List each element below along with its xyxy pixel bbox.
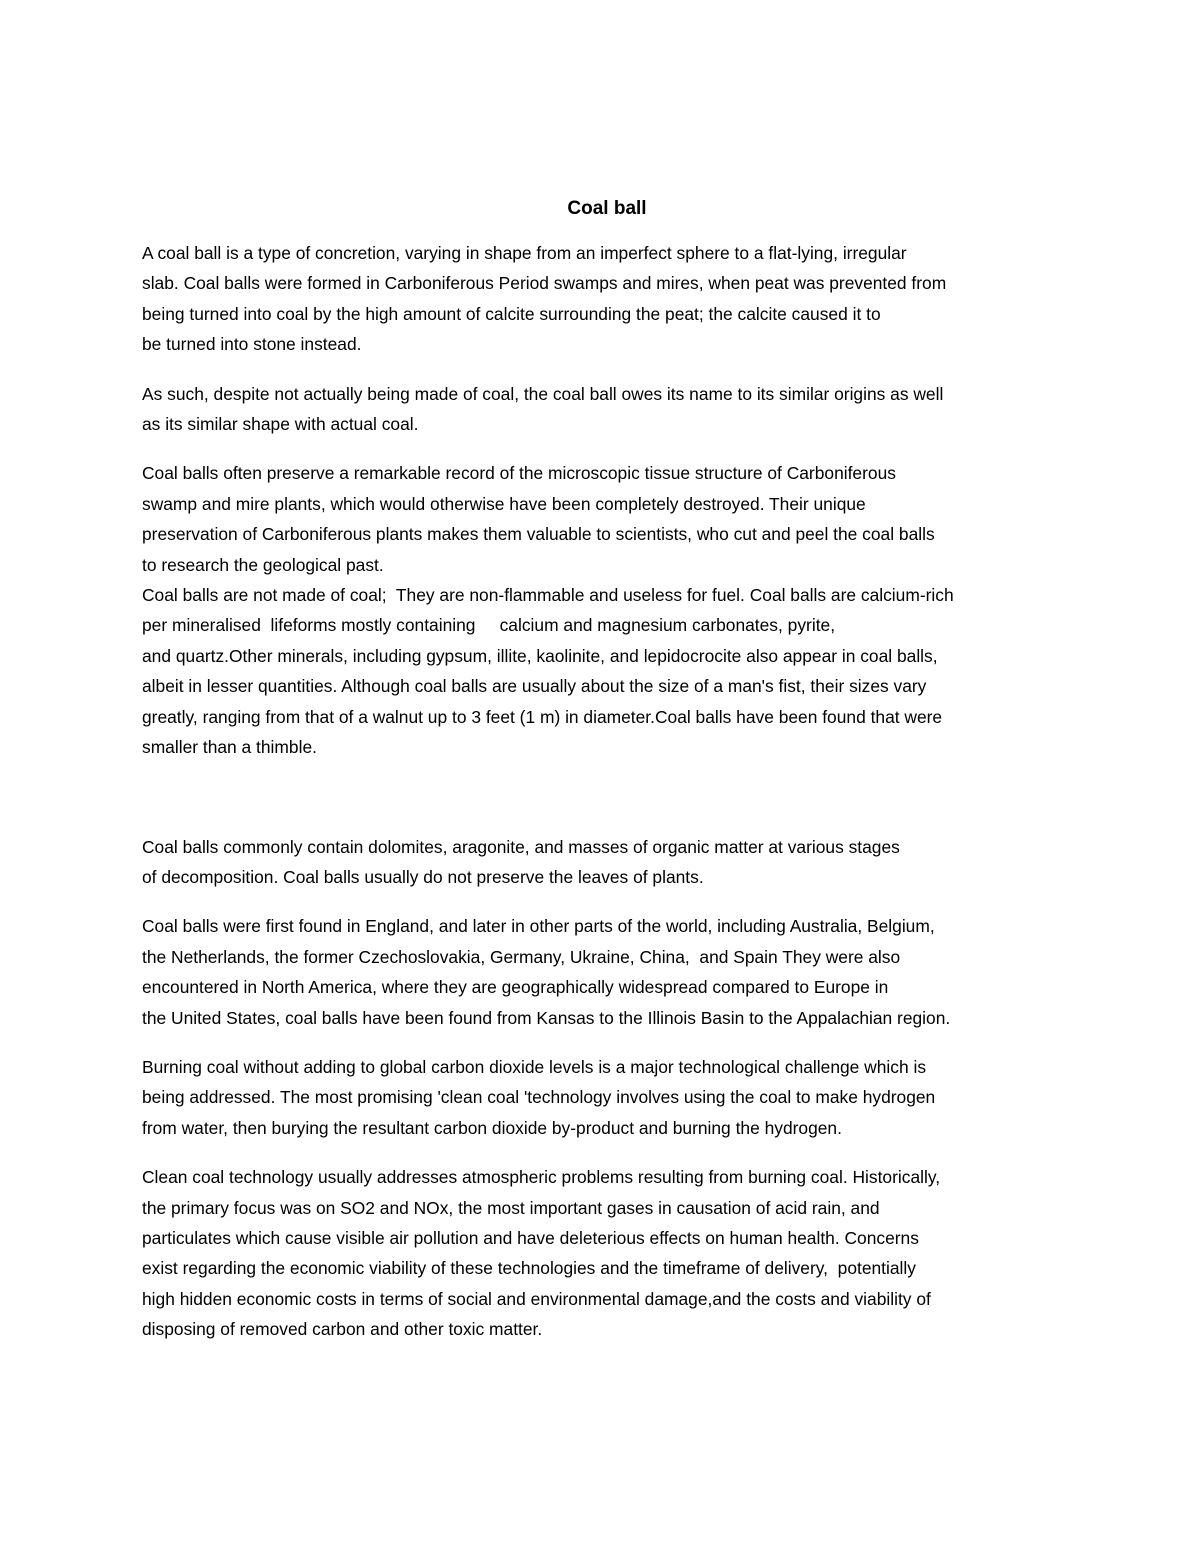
paragraph-line: particulates which cause visible air pollution and have deleterious effects on human health. Concerns xyxy=(142,1227,919,1248)
paragraph-line: swamp and mire plants, which would otherwise have been completely destroyed. Their unique xyxy=(142,493,866,514)
paragraph-line: smaller than a thimble. xyxy=(142,737,317,758)
paragraph-line: high hidden economic costs in terms of social and environmental damage,and the costs and viability of xyxy=(142,1288,931,1309)
paragraph-spacer xyxy=(142,1143,1072,1162)
paragraph-line: be turned into stone instead. xyxy=(142,334,362,355)
paragraph-line: exist regarding the economic viability of these technologies and the timeframe of delivery, potentially xyxy=(142,1258,916,1279)
document-page xyxy=(142,194,1072,1345)
paragraph-line: A coal ball is a type of concretion, varying in shape from an imperfect sphere to a flat-lying, irregular xyxy=(142,243,907,263)
paragraph-line: being addressed. The most promising 'clean coal 'technology involves using the coal to make hydrogen xyxy=(142,1087,936,1108)
paragraph-spacer xyxy=(142,763,1072,832)
paragraph-line: preservation of Carboniferous plants makes them valuable to scientists, who cut and peel the coal balls xyxy=(142,524,935,545)
paragraph-line: per mineralised lifeforms mostly containing calcium and magnesium carbonates, pyrite, xyxy=(142,615,836,636)
paragraph-line: greatly, ranging from that of a walnut up to 3 feet (1 m) in diameter.Coal balls have been found that were xyxy=(142,706,943,727)
paragraph-6 xyxy=(142,1052,1072,1143)
paragraph-line: Clean coal technology usually addresses atmospheric problems resulting from burning coal. Historically, xyxy=(142,1167,941,1188)
paragraph-line: Coal balls were first found in England, and later in other parts of the world, including Australia, Belgium, xyxy=(142,916,935,937)
paragraph-line: As such, despite not actually being made of coal, the coal ball owes its name to its similar origins as well xyxy=(142,383,944,404)
paragraph-spacer xyxy=(142,360,1072,379)
paragraph-line: the Netherlands, the former Czechoslovakia, Germany, Ukraine, China, and Spain They were also xyxy=(142,946,901,967)
paragraph-line: Coal balls are not made of coal; They are non-flammable and useless for fuel. Coal balls are calcium-rich xyxy=(142,585,954,606)
paragraph-line: from water, then burying the resultant carbon dioxide by-product and burning the hydrogen. xyxy=(142,1117,842,1138)
paragraph-spacer xyxy=(142,439,1072,458)
paragraph-line: encountered in North America, where they are geographically widespread compared to Europe in xyxy=(142,977,889,998)
paragraph-spacer xyxy=(142,1033,1072,1052)
paragraph-line: being turned into coal by the high amount of calcite surrounding the peat; the calcite caused it to xyxy=(142,303,881,324)
paragraph-line: Coal balls commonly contain dolomites, aragonite, and masses of organic matter at various stages xyxy=(142,836,900,857)
paragraph-line: to research the geological past. xyxy=(142,554,384,575)
paragraph-2 xyxy=(142,379,1072,440)
paragraph-1 xyxy=(142,238,1072,360)
paragraph-line: albeit in lesser quantities. Although coal balls are usually about the size of a man's fist, their sizes vary xyxy=(142,676,927,697)
paragraph-line: slab. Coal balls were formed in Carboniferous Period swamps and mires, when peat was prevented from xyxy=(142,273,947,294)
paragraph-line: the United States, coal balls have been found from Kansas to the Illinois Basin to the Appalachian region. xyxy=(142,1007,951,1028)
paragraph-line: of decomposition. Coal balls usually do not preserve the leaves of plants. xyxy=(142,866,704,887)
paragraph-3 xyxy=(142,458,1072,762)
paragraph-line: Coal balls often preserve a remarkable record of the microscopic tissue structure of Carboniferous xyxy=(142,463,896,484)
paragraph-4 xyxy=(142,832,1072,893)
paragraph-line: the primary focus was on SO2 and NOx, the most important gases in causation of acid rain, and xyxy=(142,1197,880,1218)
paragraph-line: Burning coal without adding to global carbon dioxide levels is a major technological challenge which is xyxy=(142,1056,927,1077)
paragraph-line: disposing of removed carbon and other toxic matter. xyxy=(142,1319,543,1340)
paragraph-7 xyxy=(142,1162,1072,1344)
paragraph-spacer xyxy=(142,892,1072,911)
paragraph-line: as its similar shape with actual coal. xyxy=(142,414,419,435)
paragraph-line: and quartz.Other minerals, including gypsum, illite, kaolinite, and lepidocrocite also appear in coal balls, xyxy=(142,645,938,666)
paragraph-5 xyxy=(142,911,1072,1033)
document-title: Coal ball xyxy=(567,198,647,219)
